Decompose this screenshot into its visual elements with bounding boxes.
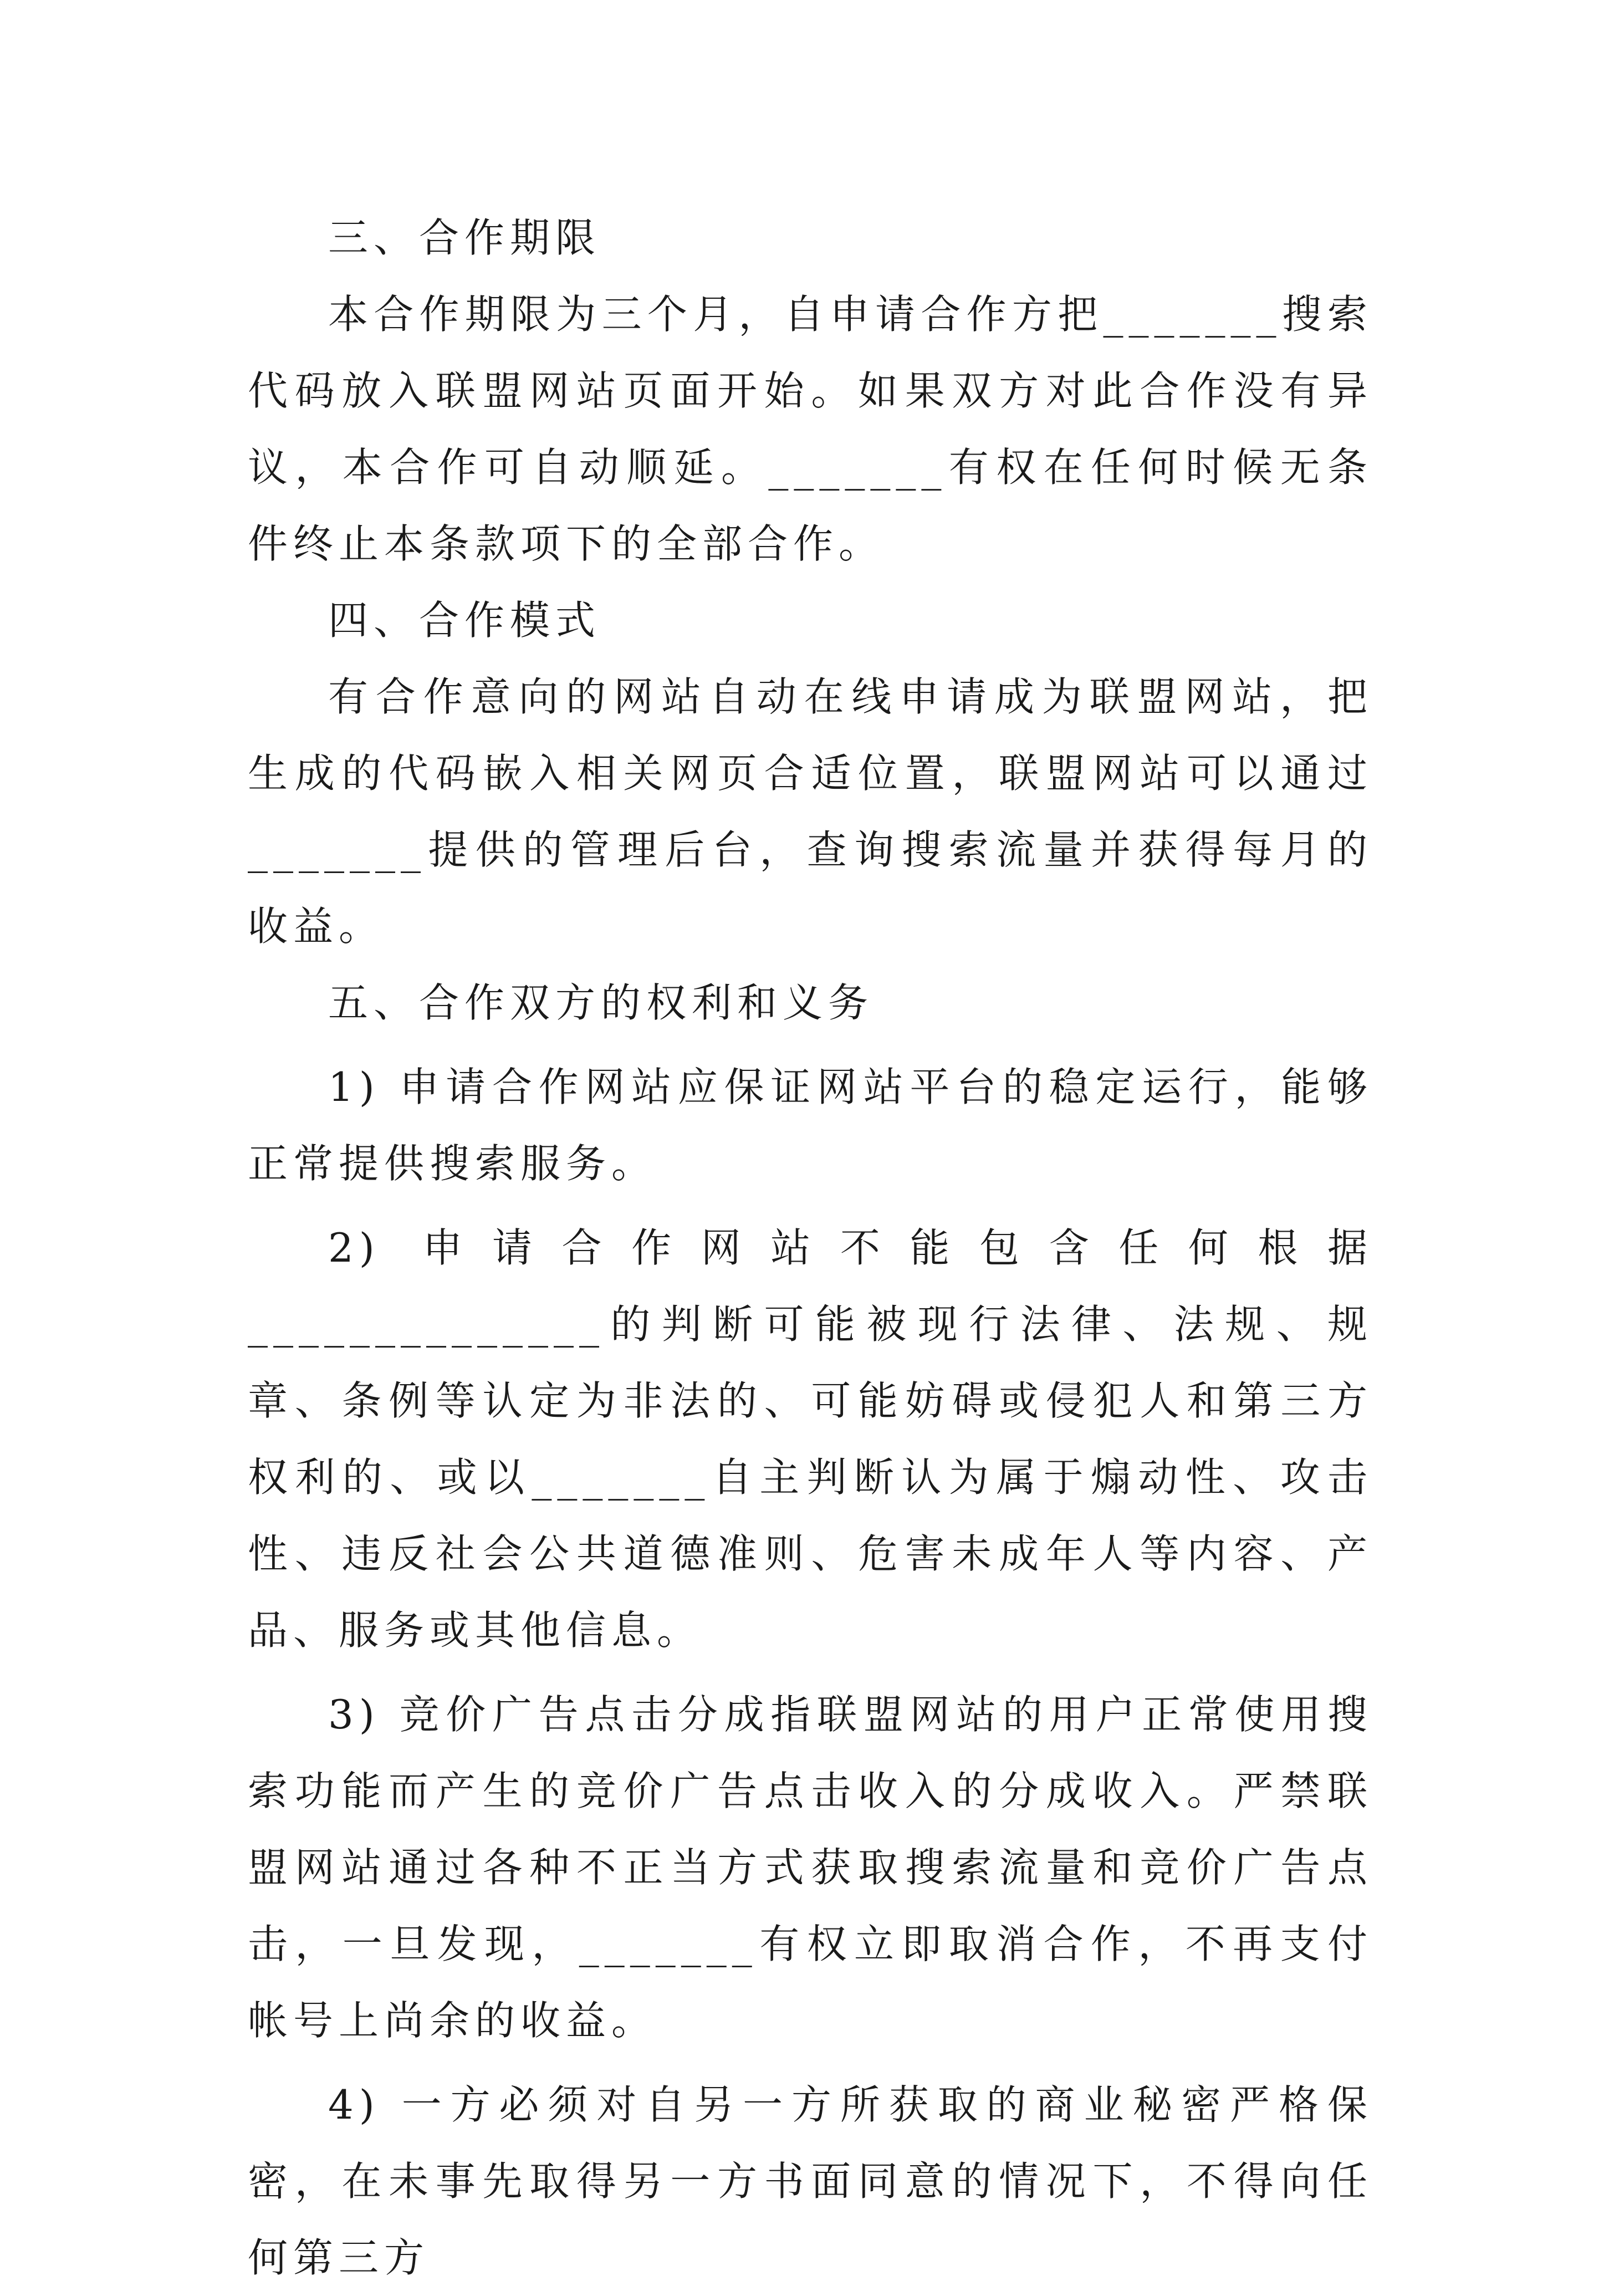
section-heading-rights-obligations: 五、合作双方的权利和义务 xyxy=(328,979,874,1026)
paragraph-cooperation-term: 本合作期限为三个月，自申请合作方把_______搜索代码放入联盟网站页面开始。如果双方对此合作没有异议，本合作可自动顺延。_______有权在任何时候无条件终止本条款项下的全部合作。 xyxy=(248,291,1373,567)
list-item-1: 1) 申请合作网站应保证网站平台的稳定运行，能够正常提供搜索服务。 xyxy=(248,1064,1373,1187)
list-item-4: 4) 一方必须对自另一方所获取的商业秘密严格保密，在未事先取得另一方书面同意的情况下，不得向任何第三方 xyxy=(248,2081,1373,2281)
section-heading-cooperation-term: 三、合作期限 xyxy=(328,215,601,261)
list-item-3: 3) 竞价广告点击分成指联盟网站的用户正常使用搜索功能而产生的竞价广告点击收入的分成收入。严禁联盟网站通过各种不正当方式获取搜索流量和竞价广告点击，一旦发现，_______有权立即取消合作，不再支付帐号上尚余的收益。 xyxy=(248,1691,1373,2044)
list-item-2: 2) 申请合作网站不能包含任何根据______________的判断可能被现行法律、法规、规章、条例等认定为非法的、可能妨碍或侵犯人和第三方权利的、或以_______自主判断认为属于煽动性、攻击性、违反社会公共道德准则、危害未成年人等内容、产品、服务或其他信息。 xyxy=(248,1224,1373,1654)
document-body xyxy=(248,200,1373,2296)
paragraph-cooperation-mode: 有合作意向的网站自动在线申请成为联盟网站，把生成的代码嵌入相关网页合适位置，联盟网站可以通过_______提供的管理后台，查询搜索流量并获得每月的收益。 xyxy=(248,674,1373,950)
section-heading-cooperation-mode: 四、合作模式 xyxy=(328,597,601,644)
